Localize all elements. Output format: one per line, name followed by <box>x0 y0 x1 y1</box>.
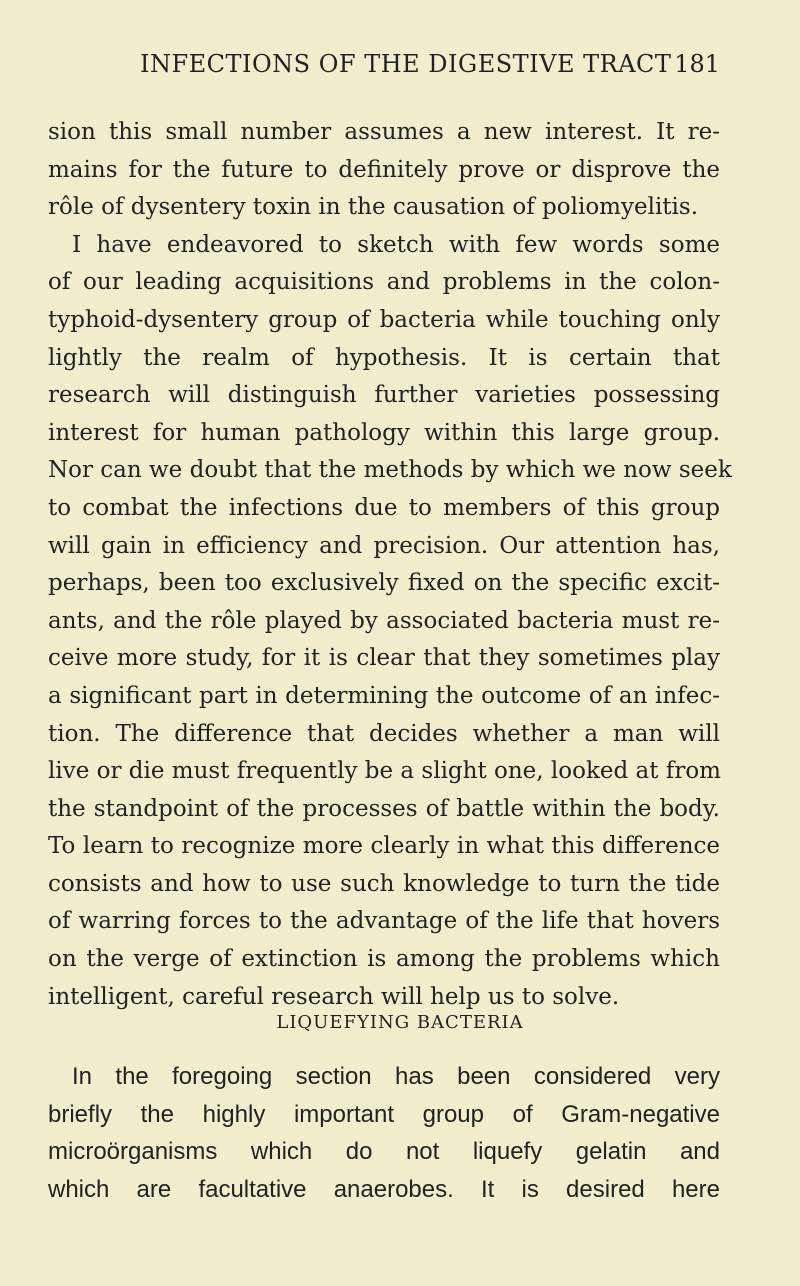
text-line: briefly the highly important group of Gram-negative <box>48 1100 720 1128</box>
section-paragraph <box>48 1058 720 1208</box>
text-line: a significant part in determining the outcome of an infec- <box>48 682 720 709</box>
text-line: interest for human pathology within this large group. <box>48 419 720 446</box>
text-line: of warring forces to the advantage of the life that hovers <box>48 908 720 935</box>
text-line: To learn to recognize more clearly in what this difference <box>48 833 720 860</box>
page-number: 181 <box>674 50 720 78</box>
running-head <box>140 50 720 90</box>
text-line: ceive more study, for it is clear that they sometimes play <box>48 645 720 672</box>
text-line: on the verge of extinction is among the problems which <box>48 946 720 973</box>
text-line: lightly the realm of hypothesis. It is certain that <box>48 344 720 371</box>
text-line: perhaps, been too exclusively fixed on the specific excit- <box>48 570 720 597</box>
text-line: of our leading acquisitions and problems in the colon- <box>48 269 720 296</box>
text-line: live or die must frequently be a slight one, looked at from <box>48 758 721 785</box>
running-title: INFECTIONS OF THE DIGESTIVE TRACT <box>140 50 672 78</box>
text-line: rôle of dysentery toxin in the causation of poliomyelitis. <box>48 194 699 221</box>
body-paragraphs <box>48 114 732 1016</box>
text-line: In the foregoing section has been considered very <box>72 1063 720 1090</box>
text-line: will gain in efficiency and precision. Our attention has, <box>48 532 720 559</box>
text-line: ants, and the rôle played by associated bacteria must re- <box>48 607 720 634</box>
text-line: consists and how to use such knowledge to turn the tide <box>48 870 720 897</box>
text-line: which are facultative anaerobes. It is desired here <box>48 1175 720 1203</box>
section-heading: LIQUEFYING BACTERIA <box>276 1012 524 1033</box>
text-line: sion this small number assumes a new interest. It re- <box>48 119 720 145</box>
text-line: the standpoint of the processes of battle within the body. <box>48 795 720 822</box>
text-line: research will distinguish further varieties possessing <box>48 382 720 409</box>
text-line: I have endeavored to sketch with few words some <box>72 231 720 258</box>
text-line: Nor can we doubt that the methods by which we now seek <box>48 457 732 484</box>
text-line: mains for the future to definitely prove or disprove the <box>48 156 720 183</box>
text-line: intelligent, careful research will help us to solve. <box>48 983 620 1010</box>
text-line: tion. The difference that decides whether a man will <box>48 720 720 747</box>
text-line: microörganisms which do not liquefy gelatin and <box>48 1138 720 1166</box>
text-line: typhoid-dysentery group of bacteria while touching only <box>48 306 720 333</box>
text-line: to combat the infections due to members of this group <box>48 494 720 521</box>
